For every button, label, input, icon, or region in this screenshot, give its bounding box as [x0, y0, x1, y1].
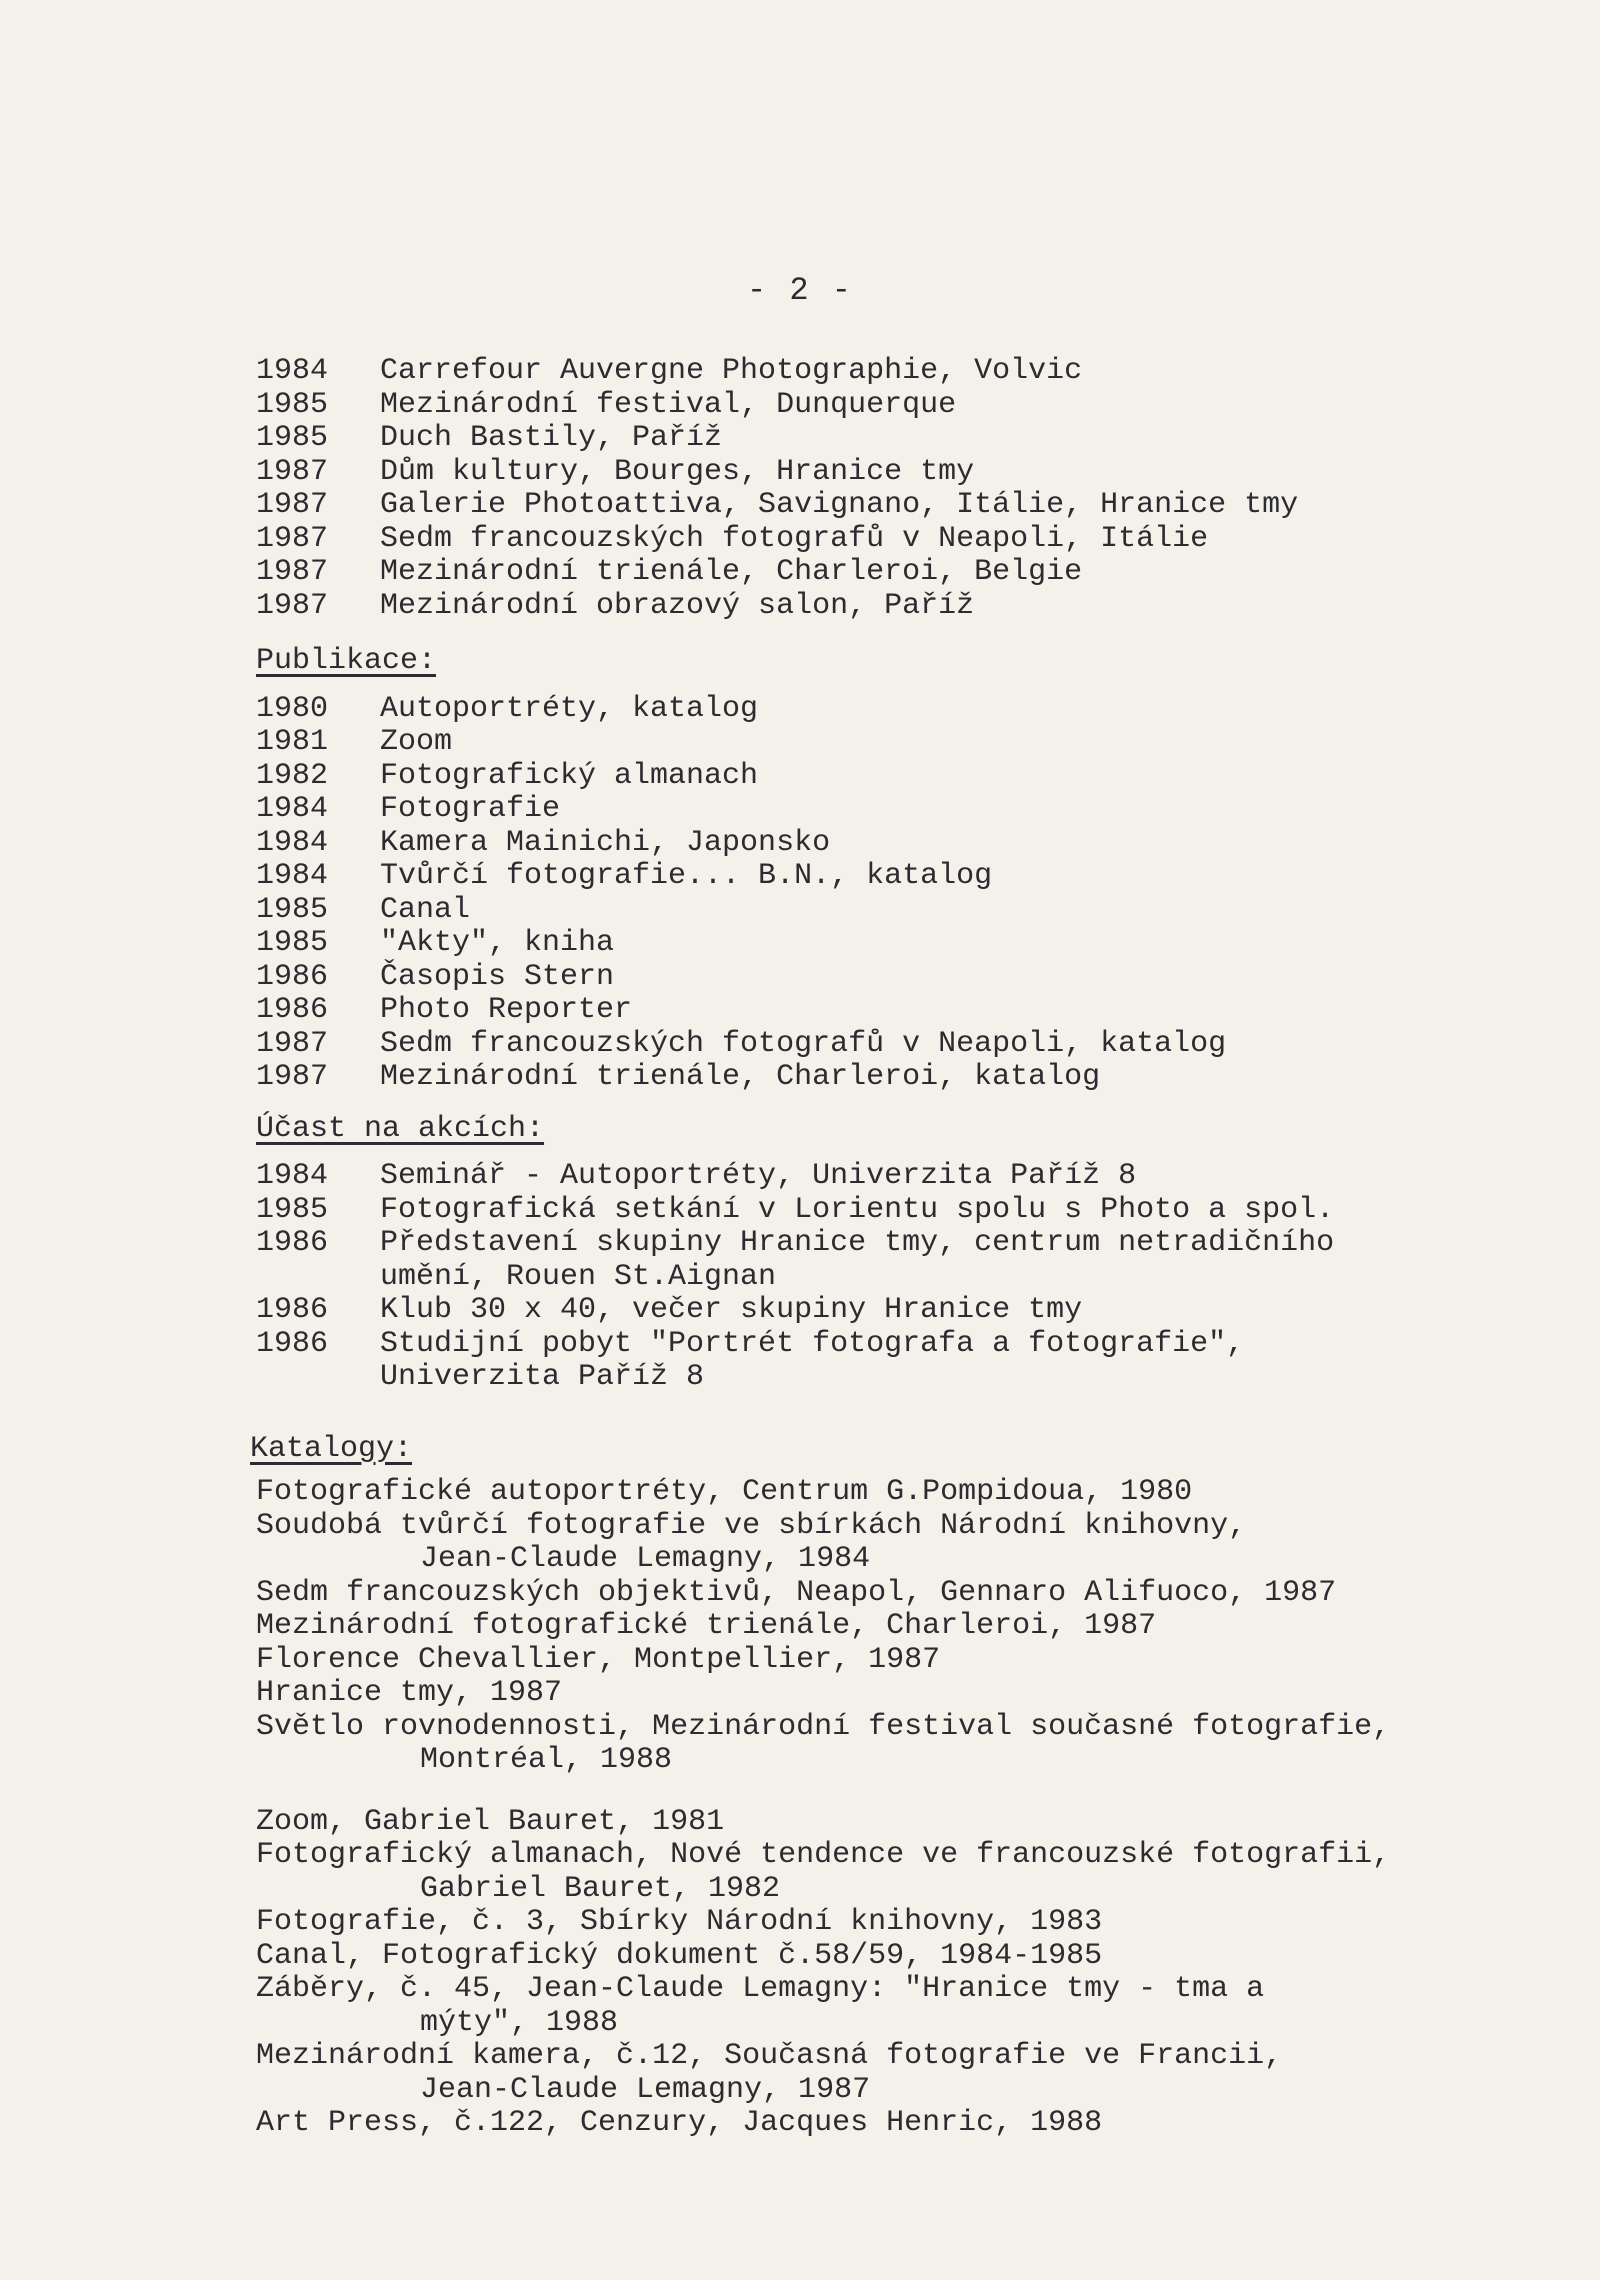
events-list — [256, 1160, 1556, 1395]
catalog-item: Fotografický almanach, Nové tendence ve francouzské fotografii, — [256, 1838, 1391, 1872]
item-text: "Akty", kniha — [380, 926, 615, 960]
list-item — [256, 894, 1556, 928]
item-text: Klub 30 x 40, večer skupiny Hranice tmy — [380, 1293, 1083, 1327]
item-year: 1986 — [256, 1326, 329, 1361]
list-item — [256, 1328, 1556, 1362]
list-item — [256, 389, 1556, 423]
item-text: Představení skupiny Hranice tmy, centrum netradičního — [380, 1226, 1335, 1260]
list-item — [256, 860, 1556, 894]
item-year: 1985 — [256, 926, 329, 960]
item-year: 1982 — [256, 758, 329, 793]
item-text: Fotografická setkání v Lorientu spolu s Photo a spol. — [380, 1192, 1335, 1227]
catalogs-list — [256, 1476, 1556, 1778]
list-item — [256, 961, 1556, 995]
catalog-item: Fotografie, č. 3, Sbírky Národní knihovny, 1983 — [256, 1905, 1103, 1939]
item-continuation: Montréal, 1988 — [420, 1743, 673, 1777]
item-text: Mezinárodní trienále, Charleroi, katalog — [380, 1060, 1101, 1094]
item-text: Fotografie — [380, 792, 561, 826]
item-year: 1984 — [256, 792, 329, 826]
item-year: 1984 — [256, 354, 329, 388]
item-year: 1987 — [256, 588, 329, 623]
item-year: 1984 — [256, 1159, 329, 1193]
catalog-item: Záběry, č. 45, Jean-Claude Lemagny: "Hranice tmy - tma a — [256, 1972, 1265, 2006]
item-text: Canal — [380, 892, 471, 927]
list-item — [256, 693, 1556, 727]
list-item — [256, 760, 1556, 794]
item-text: Sedm francouzských fotografů v Neapoli, Itálie — [380, 521, 1209, 556]
item-year: 1987 — [256, 521, 329, 556]
list-item — [256, 590, 1556, 624]
item-text: Autoportréty, katalog — [380, 691, 759, 726]
item-year: 1986 — [256, 959, 329, 994]
list-item — [256, 355, 1556, 389]
item-year: 1984 — [256, 825, 329, 860]
exhibitions-list — [256, 355, 1556, 623]
item-text: Carrefour Auvergne Photographie, Volvic — [380, 354, 1083, 388]
item-year: 1981 — [256, 725, 329, 759]
item-text: Duch Bastily, Paříž — [380, 421, 723, 455]
list-item — [256, 1227, 1556, 1261]
list-item — [256, 927, 1556, 961]
item-text: Kamera Mainichi, Japonsko — [380, 825, 831, 860]
list-item — [256, 489, 1556, 523]
item-year: 1987 — [256, 1026, 329, 1061]
list-item — [256, 556, 1556, 590]
catalog-item: Světlo rovnodennosti, Mezinárodní festival současné fotografie, — [256, 1709, 1391, 1744]
catalog-item: Soudobá tvůrčí fotografie ve sbírkách Národní knihovny, — [256, 1508, 1247, 1543]
list-item — [256, 456, 1556, 490]
catalog-item: Canal, Fotografický dokument č.58/59, 1984-1985 — [256, 1938, 1103, 1973]
document-body — [250, 354, 1556, 2141]
item-continuation: umění, Rouen St.Aignan — [380, 1259, 777, 1294]
item-year: 1985 — [256, 387, 329, 422]
list-item — [256, 827, 1556, 861]
item-year: 1986 — [256, 1226, 329, 1260]
item-continuation: mýty", 1988 — [420, 2005, 619, 2040]
catalogs-heading: Katalogy: — [250, 1431, 413, 1466]
item-text: Photo Reporter — [380, 993, 633, 1027]
list-item — [256, 726, 1556, 760]
item-year: 1985 — [256, 892, 329, 927]
catalog-item: Mezinárodní fotografické trienále, Charleroi, 1987 — [256, 1609, 1157, 1643]
list-item — [256, 1294, 1556, 1328]
item-year: 1985 — [256, 421, 329, 455]
publications-heading: Publikace: — [256, 644, 437, 678]
item-text: Časopis Stern — [380, 959, 615, 994]
page-number: - 2 - — [746, 272, 853, 309]
catalog-item: Art Press, č.122, Cenzury, Jacques Henric, 1988 — [256, 2106, 1103, 2140]
list-item — [256, 523, 1556, 557]
item-year: 1984 — [256, 859, 329, 893]
item-text: Seminář - Autoportréty, Univerzita Paříž 8 — [380, 1159, 1137, 1193]
catalog-item: Sedm francouzských objektivů, Neapol, Gennaro Alifuoco, 1987 — [256, 1575, 1337, 1610]
events-heading: Účast na akcích: — [256, 1111, 545, 1146]
list-item — [256, 422, 1556, 456]
item-text: Galerie Photoattiva, Savignano, Itálie, Hranice tmy — [380, 488, 1299, 522]
item-continuation: Univerzita Paříž 8 — [380, 1360, 705, 1394]
item-text: Studijní pobyt "Portrét fotografa a fotografie", — [380, 1326, 1245, 1361]
list-item — [256, 1061, 1556, 1095]
item-year: 1986 — [256, 1293, 329, 1327]
item-year: 1987 — [256, 555, 329, 589]
catalog-item: Mezinárodní kamera, č.12, Současná fotografie ve Francii, — [256, 2039, 1283, 2073]
list-item — [256, 1028, 1556, 1062]
catalogs-list-secondary — [256, 1806, 1556, 2141]
item-text: Sedm francouzských fotografů v Neapoli, katalog — [380, 1026, 1227, 1061]
item-text: Dům kultury, Bourges, Hranice tmy — [380, 454, 975, 489]
catalog-item: Florence Chevallier, Montpellier, 1987 — [256, 1642, 941, 1677]
item-text: Fotografický almanach — [380, 758, 759, 793]
list-item — [256, 1160, 1556, 1194]
publications-list — [256, 693, 1556, 1095]
item-year: 1987 — [256, 1060, 329, 1094]
catalog-item: Hranice tmy, 1987 — [256, 1676, 563, 1710]
item-year: 1980 — [256, 691, 329, 726]
item-year: 1987 — [256, 488, 329, 522]
item-continuation: Gabriel Bauret, 1982 — [420, 1871, 781, 1906]
catalog-item: Fotografické autoportréty, Centrum G.Pompidoua, 1980 — [256, 1475, 1193, 1509]
catalog-item: Zoom, Gabriel Bauret, 1981 — [256, 1804, 725, 1839]
item-text: Mezinárodní obrazový salon, Paříž — [380, 588, 975, 623]
item-continuation: Jean-Claude Lemagny, 1984 — [420, 1542, 871, 1576]
item-continuation: Jean-Claude Lemagny, 1987 — [420, 2072, 871, 2107]
item-year: 1986 — [256, 993, 329, 1027]
item-year: 1985 — [256, 1192, 329, 1227]
item-text: Mezinárodní festival, Dunquerque — [380, 387, 957, 422]
item-year: 1987 — [256, 454, 329, 489]
item-text: Mezinárodní trienále, Charleroi, Belgie — [380, 555, 1083, 589]
list-item — [256, 793, 1556, 827]
item-text: Tvůrčí fotografie... B.N., katalog — [380, 859, 993, 893]
item-text: Zoom — [380, 725, 453, 759]
list-item — [256, 994, 1556, 1028]
list-item — [256, 1194, 1556, 1228]
